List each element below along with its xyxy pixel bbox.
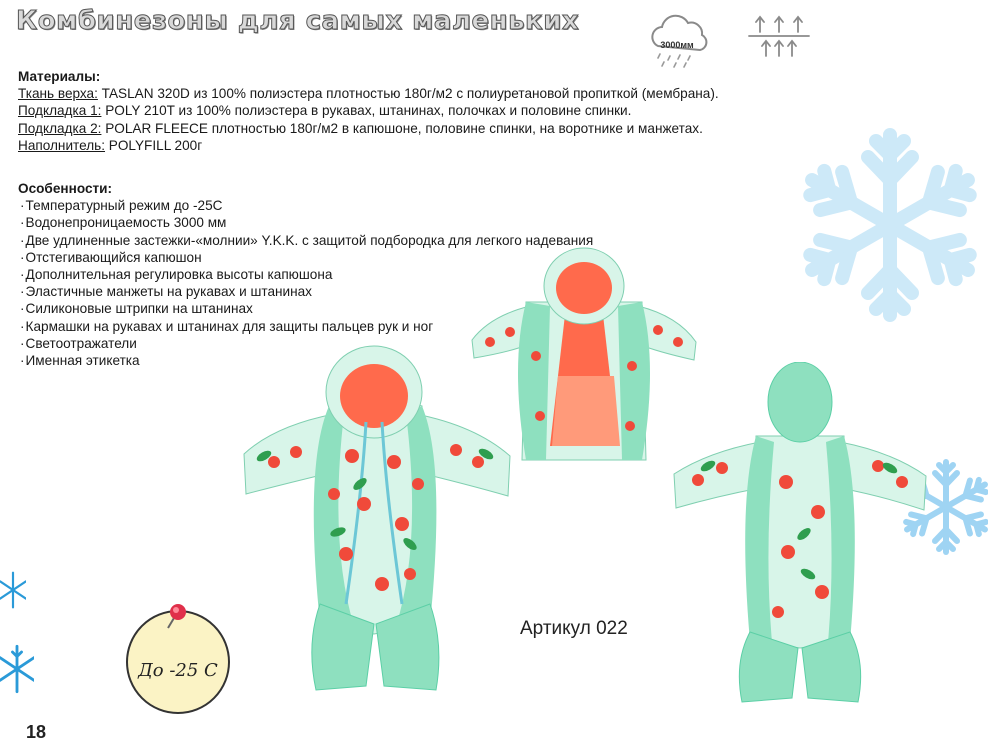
feature-item: · Температурный режим до -25С — [18, 197, 668, 214]
snowflake-icon — [0, 568, 26, 612]
material-label: Ткань верха: — [18, 86, 98, 102]
feature-item: · Две удлиненные застежки-«молнии» Y.K.K. с защитой подбородка для легкого надевания — [18, 232, 668, 249]
snowflake-icon — [0, 638, 34, 700]
page-number: 18 — [26, 722, 47, 742]
material-text: POLY 210T из 100% полиэстера в рукавах, штанинах, полочках и половине спинки. — [101, 103, 632, 119]
rain-cloud-icon — [646, 12, 710, 70]
feature-item: · Водонепроницаемость 3000 мм — [18, 214, 668, 231]
temperature-badge-text: До -25 С — [138, 659, 218, 681]
feature-item: · Эластичные манжеты на рукавах и штанинах — [18, 283, 668, 300]
page-title: Комбинезоны для самых маленьких — [16, 6, 580, 36]
feature-item: · Дополнительная регулировка высоты капюшона — [18, 266, 668, 283]
features-heading: Особенности: — [18, 181, 113, 196]
snowflake-icon — [790, 120, 988, 330]
feature-item: · Силиконовые штрипки на штанинах — [18, 300, 668, 317]
material-text: TASLAN 320D из 100% полиэстера плотностью 180г/м2 с полиуретановой пропиткой (мембрана). — [97, 86, 719, 102]
jumpsuit-back-image — [668, 362, 932, 704]
materials-section — [18, 68, 848, 154]
material-label: Подкладка 2: — [18, 120, 102, 136]
waterproof-value: 3000мм — [660, 40, 694, 50]
push-pin-icon — [156, 600, 192, 636]
material-row-shell — [18, 85, 848, 102]
material-text: POLYFILL 200г — [105, 137, 203, 153]
material-label: Наполнитель: — [18, 137, 106, 153]
feature-item: · Именная этикетка — [18, 352, 668, 369]
article-number: Артикул 022 — [520, 618, 628, 639]
material-row-lining-2 — [18, 120, 848, 137]
material-row-filler — [18, 137, 848, 154]
feature-item: · Светоотражатели — [18, 335, 668, 352]
materials-heading: Материалы: — [18, 69, 101, 84]
material-text: POLAR FLEECE плотностью 180г/м2 в капюшоне, половине спинки, на воротнике и манжетах. — [101, 120, 703, 136]
feature-item: · Кармашки на рукавах и штанинах для защиты пальцев рук и ног — [18, 318, 668, 335]
material-row-lining-1 — [18, 102, 848, 119]
material-label: Подкладка 1: — [18, 103, 102, 119]
feature-item: · Отстегивающийся капюшон — [18, 249, 668, 266]
breathable-arrows-icon — [748, 14, 810, 58]
jumpsuit-open-image — [470, 246, 698, 468]
